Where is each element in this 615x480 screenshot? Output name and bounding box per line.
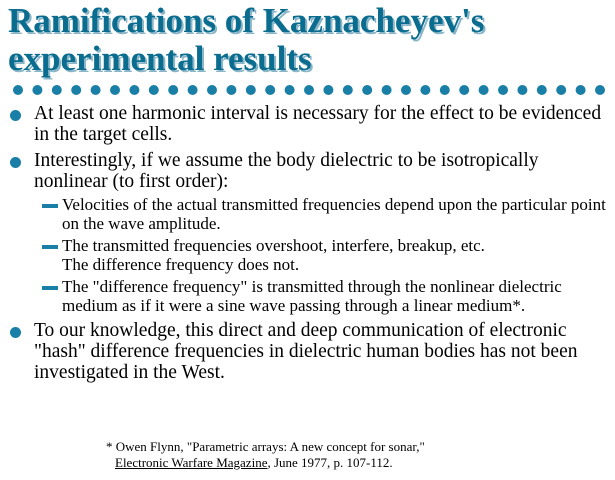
divider-dot [595,85,605,95]
bullet-list [0,100,615,388]
divider-dot [440,85,450,95]
divider-dot [226,85,236,95]
divider-dot [517,85,527,95]
divider-dot [420,85,430,95]
dash-bullet-icon [42,286,58,290]
bullet-text: Interestingly, if we assume the body dielectric to be isotropically nonlinear (to first order): [34,150,539,192]
divider-dot [13,85,23,95]
divider-dot [343,85,353,95]
divider-dot [265,85,275,95]
footnote-line-2 [106,455,425,471]
divider-dot [401,85,411,95]
bullet-text: At least one harmonic interval is necessary for the effect to be evidenced in the target cells. [34,103,602,145]
bullet-item [0,320,615,383]
divider-dot [304,85,314,95]
sub-bullet-text: The transmitted frequencies overshoot, interfere, breakup, etc. [62,236,485,255]
footnote-line-2-rest: , June 1977, p. 107-112. [267,455,393,470]
divider-dot [32,85,42,95]
divider-dot [52,85,62,95]
dotted-divider [12,84,612,96]
divider-dot [207,85,217,95]
sub-bullet-list [34,195,611,315]
divider-dot [91,85,101,95]
sub-bullet-text-continued: The difference frequency does not. [62,255,300,274]
circle-bullet-icon [10,110,21,121]
divider-dot [129,85,139,95]
slide-title [8,2,608,78]
divider-dot [498,85,508,95]
slide-title-line-2: experimental results [8,39,312,78]
circle-bullet-icon [10,327,21,338]
divider-dot [71,85,81,95]
divider-dot [556,85,566,95]
divider-dot [362,85,372,95]
dash-bullet-icon [42,204,58,208]
sub-bullet-text: The "difference frequency" is transmitted through the nonlinear dielectric medium as if it were a sine wave passing through a linear medium*. [62,277,562,315]
bullet-item [0,103,615,145]
footnote-line-1: * Owen Flynn, "Parametric arrays: A new concept for sonar," [106,439,425,454]
footnote-magazine: Electronic Warfare Magazine [115,455,268,470]
sub-bullet-item [34,236,611,274]
divider-dot [479,85,489,95]
footnote [106,439,425,471]
divider-dot [246,85,256,95]
divider-dot [323,85,333,95]
divider-dot [110,85,120,95]
divider-dot [149,85,159,95]
sub-bullet-text: Velocities of the actual transmitted frequencies depend upon the particular point on the wave amplitude. [62,195,606,233]
bullet-text: To our knowledge, this direct and deep communication of electronic "hash" difference frequencies in dielectric human bodies has not been investigated in the West. [34,320,578,383]
divider-dot [537,85,547,95]
divider-dot [382,85,392,95]
divider-dot [285,85,295,95]
sub-bullet-item [34,277,611,315]
circle-bullet-icon [10,157,21,168]
divider-dot [168,85,178,95]
slide-title-line-1: Ramifications of Kaznacheyev's [8,1,485,40]
bullet-item [0,150,615,315]
divider-dot [459,85,469,95]
divider-dot [576,85,586,95]
sub-bullet-item [34,195,611,233]
divider-dot [188,85,198,95]
dash-bullet-icon [42,245,58,249]
